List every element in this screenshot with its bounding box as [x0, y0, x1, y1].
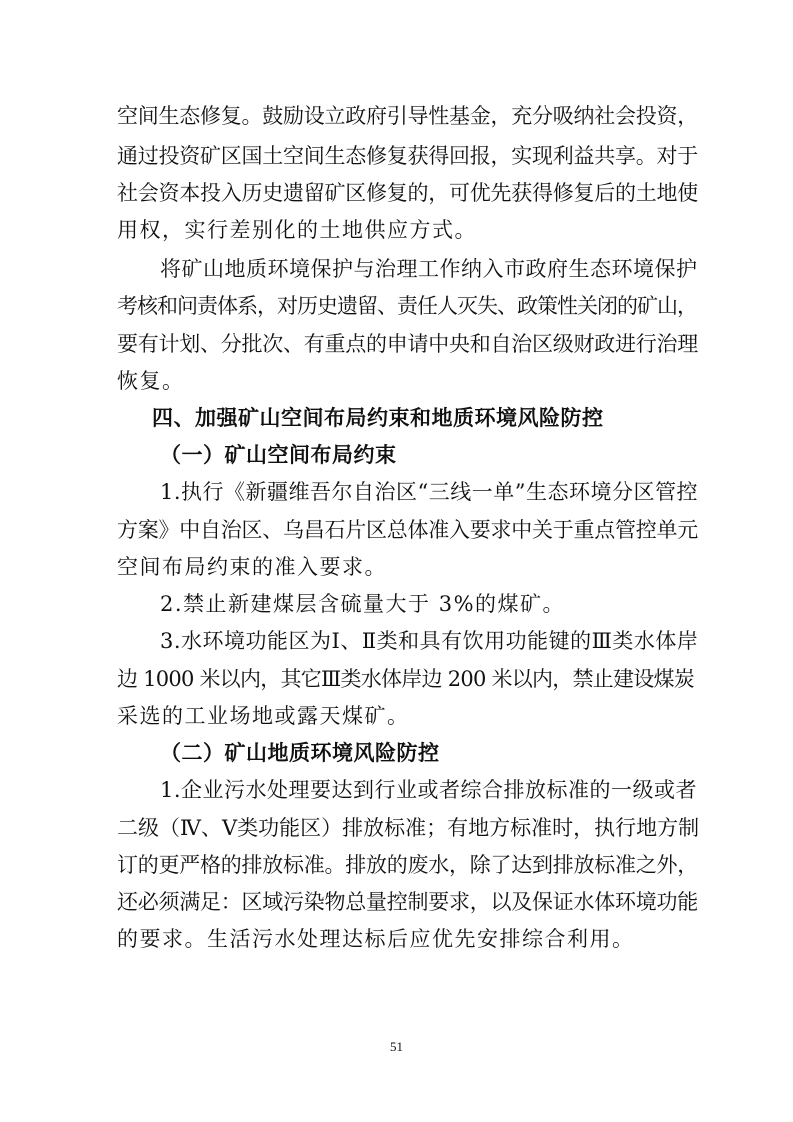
body-text-line: 空间生态修复。鼓励设立政府引导性基金，充分吸纳社会投资， — [117, 104, 698, 128]
body-text-line: 要有计划、分批次、有重点的申请中央和自治区级财政进行治理 — [117, 332, 698, 356]
paragraph-first-line: 1.执行《新疆维吾尔自治区“三线一单”生态环境分区管控 — [160, 480, 699, 504]
subsection-heading: （一）矿山空间布局约束 — [160, 443, 397, 467]
paragraph-first-line: 1.企业污水处理要达到行业或者综合排放标准的一级或者 — [160, 778, 698, 802]
body-text-line: 通过投资矿区国土空间生态修复获得回报，实现利益共享。对于 — [117, 144, 698, 168]
body-text-line: 考核和问责体系，对历史遗留、责任人灭失、政策性关闭的矿山， — [117, 294, 697, 318]
body-text-line: 订的更严格的排放标准。排放的废水，除了达到排放标准之外， — [117, 853, 698, 877]
page-number: 51 — [390, 1039, 403, 1054]
body-text-line: 用权，实行差别化的土地供应方式。 — [117, 218, 477, 242]
body-text-line: 二级（Ⅳ、Ⅴ类功能区）排放标准；有地方标准时，执行地方制 — [117, 816, 700, 840]
section-heading: 四、加强矿山空间布局约束和地质环境风险防控 — [152, 406, 604, 430]
body-text-line: 采选的工业场地或露天煤矿。 — [117, 704, 410, 728]
body-text-line: 空间布局约束的准入要求。 — [117, 555, 387, 579]
paragraph-first-line: 将矿山地质环境保护与治理工作纳入市政府生态环境保护 — [160, 257, 698, 281]
body-text-line: 边 1000 米以内，其它Ⅲ类水体岸边 200 米以内，禁止建设煤炭 — [117, 667, 694, 691]
paragraph-first-line: 2.禁止新建煤层含硫量大于 3%的煤矿。 — [160, 592, 566, 616]
paragraph-first-line: 3.水环境功能区为Ⅰ、Ⅱ类和具有饮用功能键的Ⅲ类水体岸 — [160, 629, 699, 653]
body-text-line: 还必须满足：区域污染物总量控制要求，以及保证水体环境功能 — [117, 890, 698, 914]
body-text-line: 的要求。生活污水处理达标后应优先安排综合利用。 — [117, 927, 635, 951]
body-text-line: 方案》中自治区、乌昌石片区总体准入要求中关于重点管控单元 — [117, 518, 698, 542]
subsection-heading: （二）矿山地质环境风险防控 — [160, 741, 440, 765]
body-text-line: 社会资本投入历史遗留矿区修复的，可优先获得修复后的土地使 — [117, 181, 698, 205]
body-text-line: 恢复。 — [117, 369, 185, 393]
